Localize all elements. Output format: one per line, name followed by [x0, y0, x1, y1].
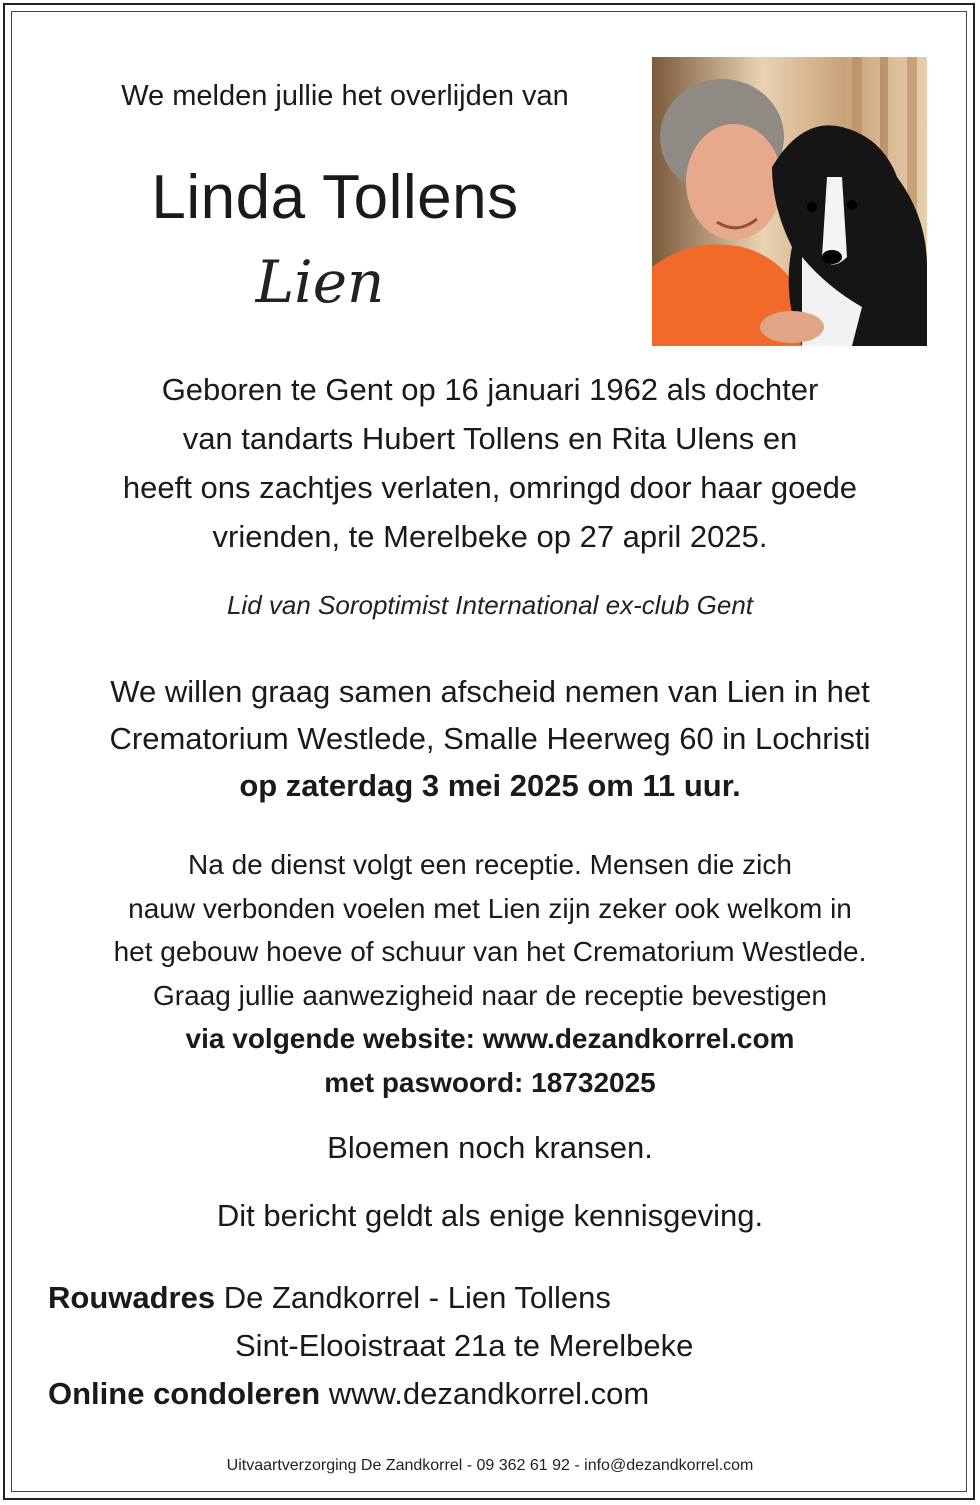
- online-condolences-label: Online condoleren: [48, 1376, 321, 1411]
- online-condolences-url[interactable]: www.dezandkorrel.com: [328, 1376, 650, 1411]
- biography-line: van tandarts Hubert Tollens en Rita Ulens en: [182, 421, 798, 456]
- farewell-line: Crematorium Westlede, Smalle Heerweg 60 in Lochristi: [109, 721, 871, 756]
- biography-line: vrienden, te Merelbeke op 27 april 2025.: [212, 519, 768, 554]
- reception-line: Na de dienst volgt een receptie. Mensen die zich: [188, 849, 792, 880]
- mourning-address-label: Rouwadres: [48, 1280, 216, 1315]
- reception-line: nauw verbonden voelen met Lien zijn zeker ook welkom in: [128, 892, 852, 924]
- reception-line: Graag jullie aanwezigheid naar de receptie bevestigen: [153, 979, 827, 1011]
- footer-contact: Uitvaartverzorging De Zandkorrel - 09 362 61 92 - info@dezandkorrel.com: [226, 1457, 754, 1474]
- reception-line: het gebouw hoeve of schuur van het Crematorium Westlede.: [113, 936, 867, 967]
- reception-password: met paswoord: 18732025: [324, 1066, 656, 1098]
- mourning-address-line2: Sint-Elooistraat 21a te Merelbeke: [235, 1328, 694, 1363]
- biography-line: heeft ons zachtjes verlaten, omringd door haar goede: [122, 470, 858, 505]
- farewell-line: We willen graag samen afscheid nemen van Lien in het: [110, 674, 870, 709]
- mourning-address-row: [48, 1280, 611, 1316]
- biography: [0, 365, 980, 561]
- membership-text: Lid van Soroptimist International ex-club Gent: [226, 590, 754, 620]
- portrait-photo: [652, 57, 927, 346]
- notice-text: Dit bericht geldt als enige kennisgeving.: [216, 1198, 764, 1233]
- intro-text: We melden jullie het overlijden van: [121, 80, 569, 112]
- online-condolences-row: [48, 1376, 649, 1412]
- flowers-note: Bloemen noch kransen.: [327, 1130, 653, 1165]
- farewell-details: [0, 668, 980, 809]
- mourning-address-line1: De Zandkorrel - Lien Tollens: [223, 1280, 611, 1315]
- biography-line: Geboren te Gent op 16 januari 1962 als dochter: [161, 372, 819, 407]
- deceased-name: Linda Tollens: [151, 163, 519, 232]
- deceased-nickname: Lien: [255, 248, 385, 316]
- reception-website[interactable]: via volgende website: www.dezandkorrel.com: [185, 1023, 795, 1054]
- farewell-date: op zaterdag 3 mei 2025 om 11 uur.: [239, 768, 741, 803]
- reception-details: [0, 843, 980, 1104]
- portrait-photo-illustration: [652, 57, 927, 346]
